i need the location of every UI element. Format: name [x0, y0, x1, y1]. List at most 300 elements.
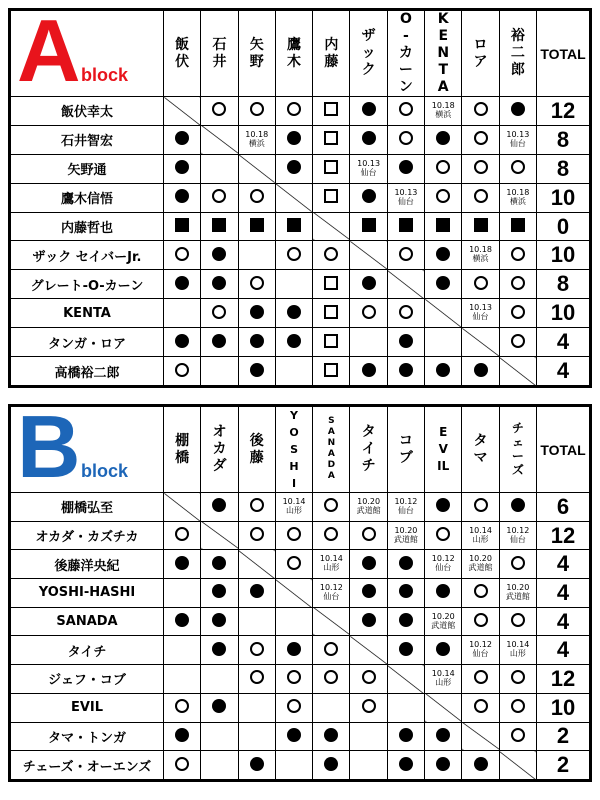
white-circle-icon [474, 276, 488, 290]
b-table-row [11, 607, 590, 636]
a-col-label: 鷹木 [287, 36, 302, 70]
b-result-cell [350, 579, 387, 608]
b-result-cell [387, 579, 424, 608]
a-col-head [499, 11, 536, 97]
a-result-cell [238, 97, 275, 126]
white-circle-icon [250, 498, 264, 512]
b-col-label: SANADA [327, 416, 336, 481]
white-circle-icon [474, 699, 488, 713]
white-square-icon [324, 160, 338, 174]
a-result-cell [201, 212, 238, 241]
black-circle-icon [250, 305, 264, 319]
black-circle-icon [212, 556, 226, 570]
black-circle-icon [474, 363, 488, 377]
b-total-points: 12 [537, 521, 590, 550]
a-result-cell [313, 241, 350, 270]
b-self-cell [387, 665, 424, 694]
white-circle-icon [474, 613, 488, 627]
black-circle-icon [175, 613, 189, 627]
a-result-cell [238, 328, 275, 357]
b-result-cell [387, 607, 424, 636]
b-fixture-cell [425, 607, 462, 636]
a-result-cell [425, 212, 462, 241]
white-circle-icon [511, 728, 525, 742]
a-wrestler-name: 石井智宏 [11, 125, 164, 154]
b-block-body [11, 493, 590, 780]
b-fixture-cell [499, 579, 536, 608]
b-empty-cell [313, 693, 350, 722]
white-circle-icon [362, 670, 376, 684]
black-circle-icon [436, 276, 450, 290]
b-fixture-cell [425, 665, 462, 694]
b-result-cell [275, 521, 312, 550]
a-result-cell [313, 183, 350, 212]
black-circle-icon [175, 334, 189, 348]
black-square-icon [399, 218, 413, 232]
a-result-cell [425, 241, 462, 270]
a-total-points: 8 [537, 154, 590, 183]
b-result-cell [164, 693, 201, 722]
b-fixture-text: 10.20 武道館 [505, 582, 530, 601]
black-circle-icon [175, 160, 189, 174]
b-col-head [238, 407, 275, 493]
b-empty-cell [275, 751, 312, 780]
a-result-cell [164, 212, 201, 241]
black-circle-icon [287, 728, 301, 742]
b-result-cell [499, 693, 536, 722]
a-result-cell [499, 299, 536, 328]
b-fixture-cell [275, 493, 312, 522]
b-block-grid [10, 406, 590, 780]
b-result-cell [201, 693, 238, 722]
b-col-label: YOSHI [289, 409, 299, 490]
a-result-cell [425, 183, 462, 212]
b-fixture-text: 10.20 武道館 [356, 496, 381, 515]
a-result-cell [462, 212, 499, 241]
white-circle-icon [212, 305, 226, 319]
b-self-cell [313, 607, 350, 636]
a-col-label: 内藤 [324, 36, 339, 70]
b-result-cell [275, 665, 312, 694]
white-circle-icon [399, 131, 413, 145]
b-fixture-cell [462, 521, 499, 550]
b-table-row [11, 636, 590, 665]
b-self-cell [350, 636, 387, 665]
white-circle-icon [287, 670, 301, 684]
a-result-cell [238, 212, 275, 241]
white-circle-icon [474, 584, 488, 598]
black-circle-icon [250, 584, 264, 598]
a-result-cell [387, 299, 424, 328]
b-self-cell [462, 722, 499, 751]
a-wrestler-name: グレート-O-カーン [11, 270, 164, 299]
white-circle-icon [212, 189, 226, 203]
b-block-letter: B [17, 406, 81, 493]
a-result-cell [313, 357, 350, 386]
b-result-cell [164, 722, 201, 751]
b-empty-cell [201, 722, 238, 751]
a-fixture-cell [462, 299, 499, 328]
a-wrestler-name: 内藤哲也 [11, 212, 164, 241]
black-circle-icon [287, 160, 301, 174]
a-col-head [275, 11, 312, 97]
b-result-cell [238, 751, 275, 780]
a-table-row [11, 357, 590, 386]
a-result-cell [350, 270, 387, 299]
a-empty-cell [275, 270, 312, 299]
b-result-cell [462, 665, 499, 694]
a-col-label: ロア [473, 36, 488, 70]
black-circle-icon [362, 556, 376, 570]
black-circle-icon [399, 334, 413, 348]
black-circle-icon [250, 757, 264, 771]
b-empty-cell [238, 693, 275, 722]
b-col-label: 後藤 [249, 432, 264, 466]
black-circle-icon [436, 642, 450, 656]
a-col-head [350, 11, 387, 97]
a-result-cell [164, 241, 201, 270]
a-fixture-cell [238, 125, 275, 154]
a-col-label: KENTA [437, 11, 450, 95]
b-empty-cell [387, 693, 424, 722]
a-col-head [201, 11, 238, 97]
a-table-row [11, 183, 590, 212]
black-circle-icon [436, 757, 450, 771]
a-result-cell [462, 270, 499, 299]
b-col-head [462, 407, 499, 493]
b-result-cell [387, 722, 424, 751]
b-result-cell [201, 636, 238, 665]
b-result-cell [387, 550, 424, 579]
a-col-head [387, 11, 424, 97]
black-circle-icon [250, 363, 264, 377]
a-col-head [238, 11, 275, 97]
b-self-cell [425, 693, 462, 722]
black-circle-icon [399, 613, 413, 627]
b-fixture-cell [499, 521, 536, 550]
b-result-cell [164, 521, 201, 550]
a-table-row [11, 270, 590, 299]
b-result-cell [462, 579, 499, 608]
b-wrestler-name: 棚橋弘至 [11, 493, 164, 522]
b-result-cell [201, 493, 238, 522]
b-total-points: 2 [537, 751, 590, 780]
black-circle-icon [362, 584, 376, 598]
a-col-label: ザック [361, 28, 376, 78]
a-result-cell [275, 97, 312, 126]
black-circle-icon [474, 757, 488, 771]
a-wrestler-name: 矢野通 [11, 154, 164, 183]
white-square-icon [324, 334, 338, 348]
white-circle-icon [324, 670, 338, 684]
b-fixture-text: 10.12 仙台 [319, 582, 343, 601]
a-wrestler-name: ザック セイバーJr. [11, 241, 164, 270]
a-result-cell [462, 183, 499, 212]
white-circle-icon [511, 334, 525, 348]
a-result-cell [201, 241, 238, 270]
b-col-head [387, 407, 424, 493]
white-circle-icon [436, 527, 450, 541]
a-result-cell [275, 299, 312, 328]
a-col-label: O-カーン [398, 11, 413, 95]
white-circle-icon [474, 670, 488, 684]
b-fixture-cell [387, 493, 424, 522]
white-circle-icon [287, 556, 301, 570]
black-circle-icon [399, 642, 413, 656]
b-fixture-text: 10.20 武道館 [431, 611, 456, 630]
b-result-cell [313, 521, 350, 550]
white-circle-icon [474, 498, 488, 512]
white-circle-icon [175, 757, 189, 771]
b-result-cell [350, 550, 387, 579]
a-fixture-text: 10.18 横浜 [245, 129, 269, 148]
b-result-cell [275, 636, 312, 665]
white-circle-icon [474, 189, 488, 203]
b-self-cell [275, 579, 312, 608]
b-result-cell [238, 636, 275, 665]
a-fixture-text: 10.18 横浜 [431, 100, 455, 119]
a-result-cell [164, 183, 201, 212]
a-table-row [11, 328, 590, 357]
b-self-cell [238, 550, 275, 579]
b-empty-cell [164, 665, 201, 694]
white-circle-icon [250, 276, 264, 290]
white-circle-icon [175, 247, 189, 261]
black-circle-icon [362, 131, 376, 145]
b-result-cell [350, 521, 387, 550]
a-result-cell [425, 357, 462, 386]
b-result-cell [387, 751, 424, 780]
a-fixture-cell [425, 97, 462, 126]
white-circle-icon [250, 102, 264, 116]
white-circle-icon [362, 305, 376, 319]
white-circle-icon [287, 102, 301, 116]
black-circle-icon [287, 334, 301, 348]
a-wrestler-name: タンガ・ロア [11, 328, 164, 357]
b-total-points: 2 [537, 722, 590, 751]
b-result-cell [462, 493, 499, 522]
a-self-cell [425, 299, 462, 328]
b-result-cell [164, 607, 201, 636]
b-fixture-text: 10.14 山形 [469, 525, 492, 544]
a-col-label: 石井 [212, 36, 227, 70]
a-self-cell [462, 328, 499, 357]
a-result-cell [499, 270, 536, 299]
white-circle-icon [287, 247, 301, 261]
b-empty-cell [350, 751, 387, 780]
a-total-points: 4 [537, 328, 590, 357]
black-square-icon [175, 218, 189, 232]
a-empty-cell [350, 328, 387, 357]
b-table-row [11, 493, 590, 522]
b-result-cell [201, 607, 238, 636]
a-result-cell [387, 154, 424, 183]
black-circle-icon [511, 102, 525, 116]
a-result-cell [350, 299, 387, 328]
a-fixture-text: 10.18 横浜 [506, 187, 530, 206]
b-result-cell [425, 722, 462, 751]
b-col-label: タマ [473, 432, 488, 466]
black-circle-icon [362, 102, 376, 116]
a-fixture-cell [387, 183, 424, 212]
black-circle-icon [436, 363, 450, 377]
a-result-cell [275, 212, 312, 241]
a-result-cell [275, 125, 312, 154]
a-fixture-text: 10.13 仙台 [394, 187, 418, 206]
b-result-cell [275, 550, 312, 579]
a-col-label: 矢野 [249, 36, 264, 70]
black-circle-icon [362, 276, 376, 290]
black-circle-icon [362, 363, 376, 377]
white-square-icon [324, 102, 338, 116]
a-col-head [425, 11, 462, 97]
black-circle-icon [212, 498, 226, 512]
b-total-points: 4 [537, 579, 590, 608]
a-table-row [11, 125, 590, 154]
b-result-cell [238, 665, 275, 694]
a-result-cell [238, 357, 275, 386]
b-fixture-cell [462, 636, 499, 665]
a-result-cell [499, 241, 536, 270]
a-result-cell [462, 154, 499, 183]
black-square-icon [511, 218, 525, 232]
a-total-points: 10 [537, 183, 590, 212]
white-circle-icon [324, 642, 338, 656]
b-fixture-text: 10.12 仙台 [506, 525, 530, 544]
black-circle-icon [436, 728, 450, 742]
a-result-cell [350, 125, 387, 154]
black-circle-icon [175, 276, 189, 290]
a-result-cell [387, 212, 424, 241]
white-circle-icon [474, 160, 488, 174]
b-total-points: 4 [537, 636, 590, 665]
a-table-row [11, 97, 590, 126]
a-empty-cell [425, 328, 462, 357]
black-square-icon [287, 218, 301, 232]
white-circle-icon [250, 642, 264, 656]
b-col-label: タイチ [361, 424, 376, 474]
white-circle-icon [250, 527, 264, 541]
b-result-cell [238, 521, 275, 550]
b-wrestler-name: EVIL [11, 693, 164, 722]
a-result-cell [387, 357, 424, 386]
a-table-row [11, 299, 590, 328]
black-square-icon [474, 218, 488, 232]
b-wrestler-name: 後藤洋央紀 [11, 550, 164, 579]
b-wrestler-name: タイチ [11, 636, 164, 665]
a-self-cell [387, 270, 424, 299]
a-result-cell [313, 97, 350, 126]
a-wrestler-name: 飯伏幸太 [11, 97, 164, 126]
b-empty-cell [164, 579, 201, 608]
a-result-cell [164, 357, 201, 386]
black-circle-icon [287, 642, 301, 656]
black-circle-icon [399, 728, 413, 742]
a-block-body [11, 97, 590, 386]
a-result-cell [425, 154, 462, 183]
b-col-head [164, 407, 201, 493]
a-table-row [11, 154, 590, 183]
a-col-head [313, 11, 350, 97]
b-result-cell [275, 693, 312, 722]
a-fixture-text: 10.13 仙台 [357, 158, 381, 177]
b-col-head [499, 407, 536, 493]
b-result-cell [350, 665, 387, 694]
b-empty-cell [201, 665, 238, 694]
b-fixture-cell [499, 636, 536, 665]
b-block-word: block [81, 461, 129, 481]
b-block-header-row [11, 407, 590, 493]
b-result-cell [164, 550, 201, 579]
b-col-head [350, 407, 387, 493]
white-circle-icon [287, 699, 301, 713]
b-block-logo [11, 407, 164, 493]
black-circle-icon [436, 247, 450, 261]
white-square-icon [324, 131, 338, 145]
b-empty-cell [350, 722, 387, 751]
a-result-cell [164, 328, 201, 357]
black-circle-icon [212, 334, 226, 348]
b-result-cell [499, 665, 536, 694]
b-result-cell [499, 550, 536, 579]
b-result-cell [313, 493, 350, 522]
a-result-cell [164, 270, 201, 299]
b-total-header: TOTAL [537, 407, 590, 493]
b-total-points: 4 [537, 550, 590, 579]
a-total-points: 4 [537, 357, 590, 386]
a-result-cell [275, 328, 312, 357]
black-circle-icon [436, 584, 450, 598]
white-circle-icon [511, 556, 525, 570]
a-total-points: 10 [537, 241, 590, 270]
black-circle-icon [324, 728, 338, 742]
b-fixture-cell [462, 550, 499, 579]
a-fixture-cell [462, 241, 499, 270]
a-result-cell [499, 328, 536, 357]
b-fixture-cell [313, 579, 350, 608]
black-square-icon [212, 218, 226, 232]
b-col-label: 棚橋 [175, 432, 190, 466]
a-total-points: 8 [537, 270, 590, 299]
b-table-row [11, 665, 590, 694]
black-circle-icon [436, 498, 450, 512]
a-result-cell [499, 154, 536, 183]
b-fixture-cell [425, 550, 462, 579]
a-result-cell [313, 125, 350, 154]
b-result-cell [499, 722, 536, 751]
a-result-cell [201, 97, 238, 126]
black-square-icon [362, 218, 376, 232]
b-col-head [425, 407, 462, 493]
a-col-head [164, 11, 201, 97]
b-table-row [11, 693, 590, 722]
b-result-cell [425, 636, 462, 665]
b-result-cell [425, 493, 462, 522]
black-circle-icon [287, 305, 301, 319]
a-self-cell [275, 183, 312, 212]
white-square-icon [324, 305, 338, 319]
b-table-row [11, 521, 590, 550]
white-circle-icon [436, 189, 450, 203]
a-empty-cell [201, 357, 238, 386]
b-result-cell [238, 579, 275, 608]
black-circle-icon [324, 757, 338, 771]
b-fixture-text: 10.14 山形 [319, 554, 343, 573]
b-result-cell [201, 579, 238, 608]
a-empty-cell [201, 154, 238, 183]
b-result-cell [313, 751, 350, 780]
white-circle-icon [175, 527, 189, 541]
